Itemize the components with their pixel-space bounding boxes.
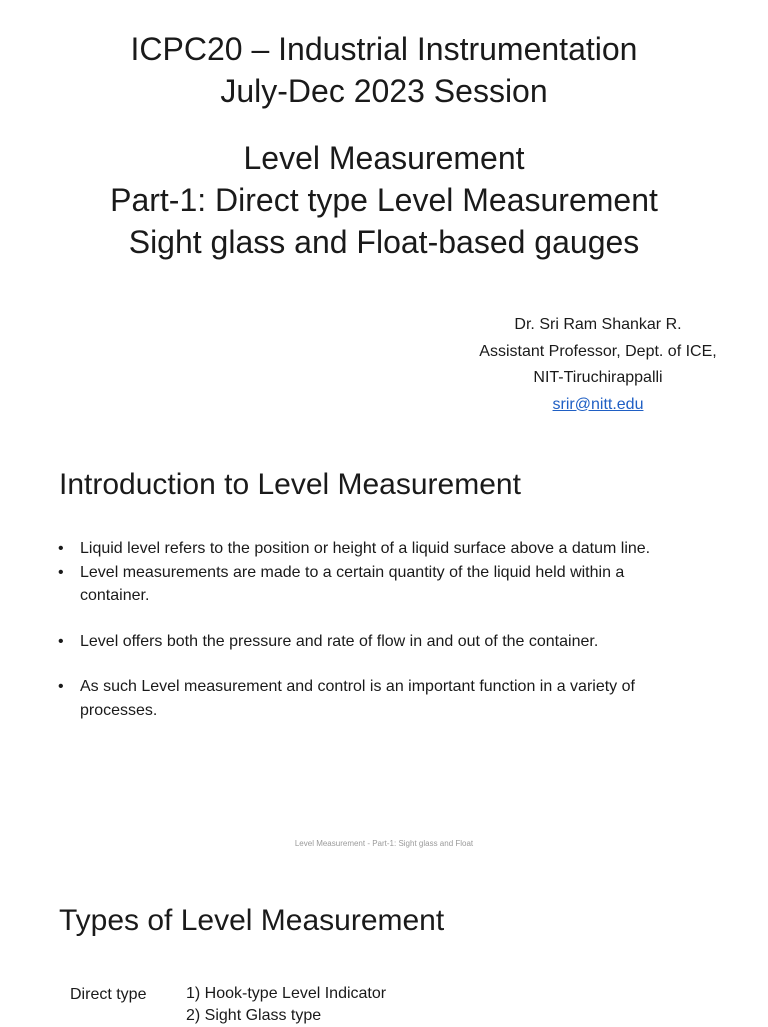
topic-title: Level Measurement [243, 140, 525, 176]
types-heading: Types of Level Measurement [59, 904, 445, 937]
types-slide [0, 870, 768, 1024]
course-title: ICPC20 – Industrial Instrumentation [130, 31, 638, 67]
intro-heading: Introduction to Level Measurement [59, 468, 521, 501]
direct-type-label: Direct type [70, 986, 147, 1003]
author-email-link[interactable]: srir@nitt.edu [552, 395, 644, 413]
list-item: 1) Hook-type Level Indicator [186, 985, 387, 1002]
bullet-icon: • [58, 632, 64, 650]
title-slide [0, 0, 768, 440]
bullet-item [58, 561, 698, 608]
list-item: 2) Sight Glass type [186, 1007, 322, 1024]
bullet-text: Level offers both the pressure and rate of flow in and out of the container. [80, 632, 599, 650]
bullet-text: Liquid level refers to the position or height of a liquid surface above a datum line. [80, 540, 651, 557]
slide-footer: Level Measurement - Part-1: Sight glass and Float [294, 839, 474, 848]
bullet-item [58, 675, 698, 722]
bullet-item [58, 537, 698, 561]
bullet-text: Level measurements are made to a certain quantity of the liquid held within a container. [80, 563, 625, 604]
author-name: Dr. Sri Ram Shankar R. [514, 316, 682, 333]
title-gap [0, 112, 768, 137]
intro-bullet-list [58, 537, 698, 722]
intro-slide [0, 440, 768, 870]
author-block [448, 312, 748, 418]
title-block [0, 28, 768, 263]
bullet-icon: • [58, 678, 64, 695]
part-title: Part-1: Direct type Level Measurement [110, 182, 658, 218]
author-email-line [448, 392, 748, 419]
author-position: Assistant Professor, Dept. of ICE, [479, 342, 717, 360]
author-institute: NIT-Tiruchirappalli [533, 369, 663, 386]
session-title: July-Dec 2023 Session [220, 73, 548, 109]
direct-type-list [186, 983, 386, 1027]
bullet-icon: • [58, 540, 64, 557]
bullet-text: As such Level measurement and control is an important function in a variety of processes. [80, 678, 635, 719]
subtopic-title: Sight glass and Float-based gauges [128, 224, 640, 260]
bullet-item [58, 630, 698, 654]
bullet-icon: • [58, 563, 64, 581]
